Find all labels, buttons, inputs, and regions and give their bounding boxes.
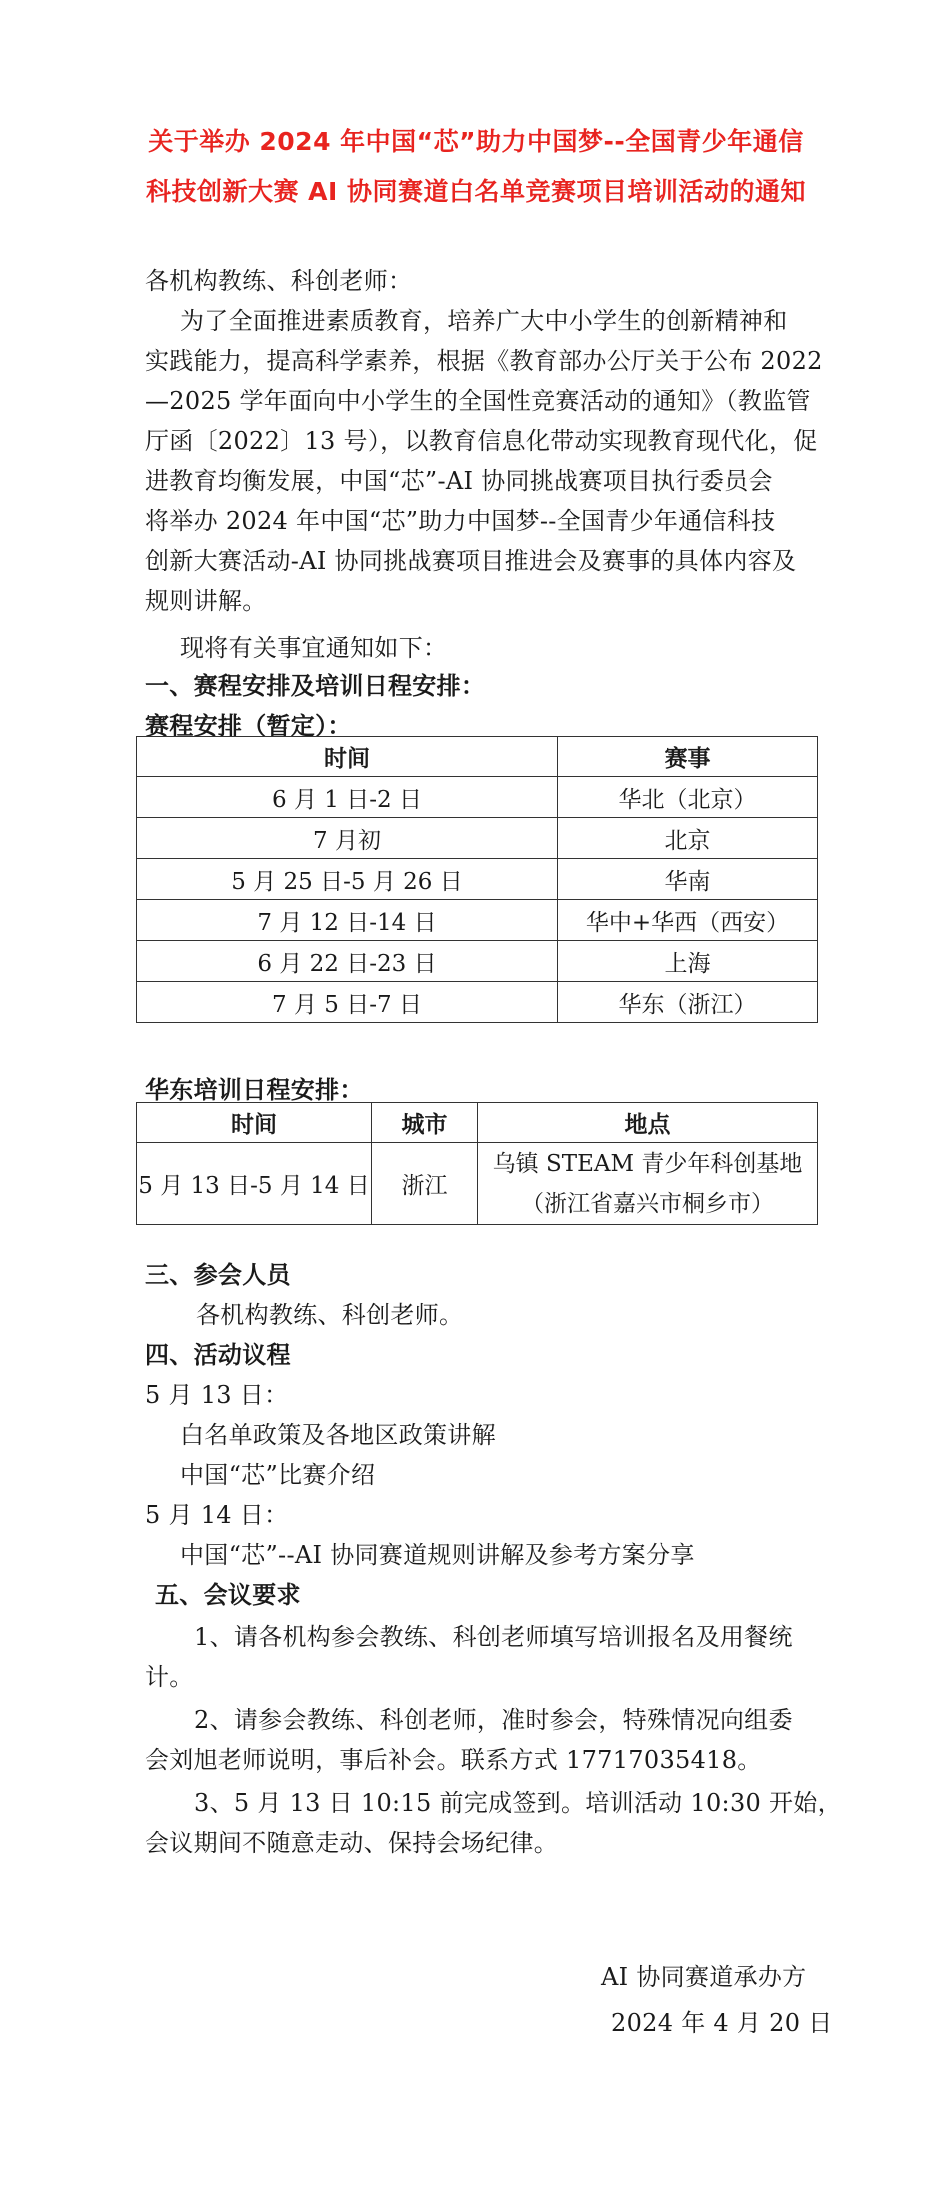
table-row (137, 982, 818, 1023)
agenda-day-1: 5 月 13 日： (145, 1381, 289, 1409)
table-row (137, 777, 818, 818)
training-label: 华东培训日程安排： (145, 1076, 364, 1104)
notice-line: 现将有关事宜通知如下： (180, 634, 448, 662)
schedule-time-cell: 7 月初 (137, 818, 558, 859)
training-city-cell: 浙江 (372, 1143, 478, 1225)
intro-line: 规则讲解。 (145, 587, 267, 615)
schedule-event-cell: 华南 (558, 859, 818, 900)
training-header-row (137, 1103, 818, 1143)
schedule-header-time: 时间 (137, 737, 558, 777)
schedule-header-event: 赛事 (558, 737, 818, 777)
schedule-time-cell: 6 月 1 日-2 日 (137, 777, 558, 818)
intro-line: 为了全面推进素质教育，培养广大中小学生的创新精神和 (180, 307, 788, 335)
schedule-event-cell: 华中+华西（西安） (558, 900, 818, 941)
training-table (136, 1102, 818, 1225)
schedule-event-cell: 华北（北京） (558, 777, 818, 818)
training-header-place: 地点 (478, 1103, 818, 1143)
training-header-city: 城市 (372, 1103, 478, 1143)
table-row (137, 941, 818, 982)
table-row (137, 900, 818, 941)
schedule-time-cell: 7 月 12 日-14 日 (137, 900, 558, 941)
schedule-label: 赛程安排（暂定）： (145, 712, 352, 740)
requirement-line: 1、请各机构参会教练、科创老师填写培训报名及用餐统 (194, 1623, 793, 1651)
intro-line: —2025 学年面向中小学生的全国性竞赛活动的通知》（教监管 (145, 387, 811, 415)
requirement-line: 计。 (145, 1663, 194, 1691)
schedule-time-cell: 6 月 22 日-23 日 (137, 941, 558, 982)
salutation: 各机构教练、科创老师： (145, 267, 413, 295)
training-header-time: 时间 (137, 1103, 372, 1143)
document-title-line-2: 科技创新大赛 AI 协同赛道白名单竞赛项目培训活动的通知 (145, 177, 807, 206)
training-time-cell: 5 月 13 日-5 月 14 日 (137, 1143, 372, 1225)
schedule-table (136, 736, 818, 1023)
section-5-heading: 五、会议要求 (155, 1581, 301, 1609)
agenda-item: 中国“芯”--AI 协同赛道规则讲解及参考方案分享 (180, 1541, 695, 1569)
table-row (137, 818, 818, 859)
schedule-event-cell: 上海 (558, 941, 818, 982)
schedule-event-cell: 北京 (558, 818, 818, 859)
signature-date: 2024 年 4 月 20 日 (611, 2009, 833, 2037)
requirement-line: 2、请参会教练、科创老师，准时参会，特殊情况向组委 (194, 1706, 793, 1734)
requirement-line: 会刘旭老师说明，事后补会。联系方式 17717035418。 (145, 1746, 762, 1774)
table-row (137, 1143, 818, 1225)
section-4-heading: 四、活动议程 (145, 1341, 291, 1369)
agenda-day-2: 5 月 14 日： (145, 1501, 289, 1529)
intro-line: 将举办 2024 年中国“芯”助力中国梦--全国青少年通信科技 (145, 507, 776, 535)
schedule-time-cell: 7 月 5 日-7 日 (137, 982, 558, 1023)
schedule-event-cell: 华东（浙江） (558, 982, 818, 1023)
agenda-item: 白名单政策及各地区政策讲解 (180, 1421, 496, 1449)
training-place-address: （浙江省嘉兴市桐乡市） (521, 1190, 774, 1217)
schedule-header-row (137, 737, 818, 777)
intro-line: 创新大赛活动-AI 协同挑战赛项目推进会及赛事的具体内容及 (145, 547, 797, 575)
requirement-line: 会议期间不随意走动、保持会场纪律。 (145, 1829, 559, 1857)
training-place-name: 乌镇 STEAM 青少年科创基地 (492, 1150, 803, 1177)
section-3-body: 各机构教练、科创老师。 (196, 1301, 464, 1329)
section-3-heading: 三、参会人员 (145, 1261, 291, 1289)
intro-line: 实践能力，提高科学素养，根据《教育部办公厅关于公布 2022 (145, 347, 823, 375)
document-title-line-1: 关于举办 2024 年中国“芯”助力中国梦--全国青少年通信 (148, 127, 804, 156)
table-row (137, 859, 818, 900)
training-place-cell (478, 1143, 818, 1225)
schedule-time-cell: 5 月 25 日-5 月 26 日 (137, 859, 558, 900)
requirement-line: 3、5 月 13 日 10:15 前完成签到。培训活动 10:30 开始， (194, 1789, 842, 1817)
intro-line: 厅函〔2022〕13 号），以教育信息化带动实现教育现代化，促 (145, 427, 818, 455)
agenda-item: 中国“芯”比赛介绍 (180, 1461, 376, 1489)
section-1-heading: 一、赛程安排及培训日程安排： (145, 672, 486, 700)
intro-line: 进教育均衡发展，中国“芯”-AI 协同挑战赛项目执行委员会 (145, 467, 773, 495)
signature-organization: AI 协同赛道承办方 (601, 1963, 807, 1991)
